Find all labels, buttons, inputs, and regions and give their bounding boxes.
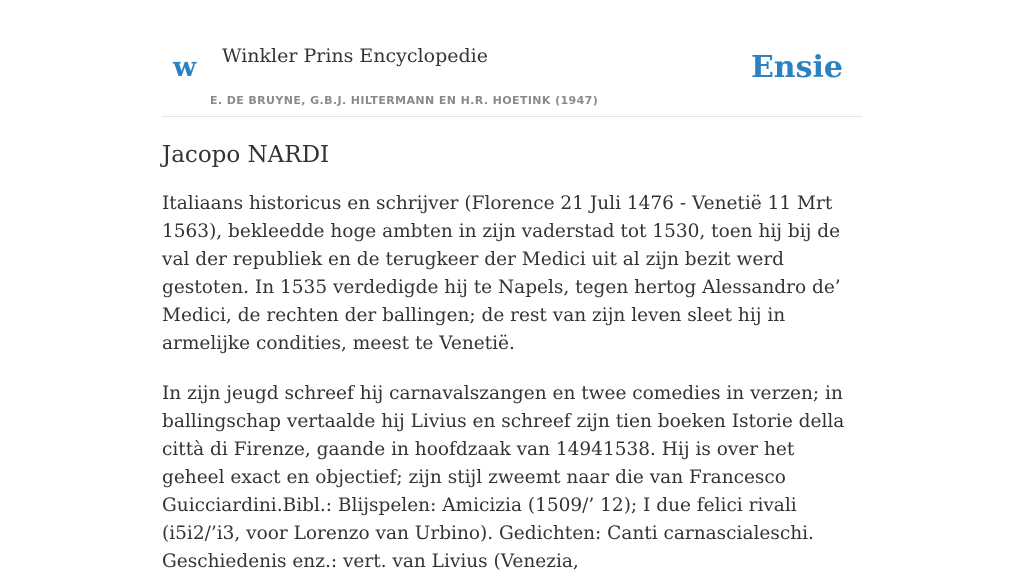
page	[162, 0, 862, 576]
article-paragraph: In zijn jeugd schreef hij carnavalszangen en twee comedies in verzen; in ballingschap vertaalde hij Livius en schreef zijn tien boeken Istorie della città di Firenze, gaande in hoofdzaak van 14941538. Hij is over het geheel exact en objectief; zijn stijl zweemt naar die van Francesco Guicciardini.Bibl.: Blijspelen: Amicizia (1509/’ 12); I due felici rivali (i5i2/’i3, voor Lorenzo van Urbino). Gedichten: Canti carnascialeschi. Geschiedenis enz.: vert. van Livius (Venezia,	[162, 383, 845, 572]
article-paragraph: Italiaans historicus en schrijver (Florence 21 Juli 1476 - Venetië 11 Mrt 1563), bekleedde hoge ambten in zijn vaderstad tot 1530, toen hij bij de val der republiek en de terugkeer der Medici uit al zijn bezit werd gestoten. In 1535 verdedigde hij te Napels, tegen hertog Alessandro de’ Medici, de rechten der ballingen; de rest van zijn leven sleet hij in armelijke condities, meest te Venetië.	[162, 193, 841, 354]
source-title[interactable]: Winkler Prins Encyclopedie	[222, 45, 488, 67]
article-title: Jacopo NARDI	[162, 142, 330, 168]
winkler-prins-logo-icon: w	[173, 52, 197, 83]
source-header	[162, 0, 862, 117]
source-authors: E. DE BRUYNE, G.B.J. HILTERMANN EN H.R. HOETINK (1947)	[210, 94, 599, 107]
ensie-logo-link[interactable]: Ensie	[750, 50, 843, 85]
